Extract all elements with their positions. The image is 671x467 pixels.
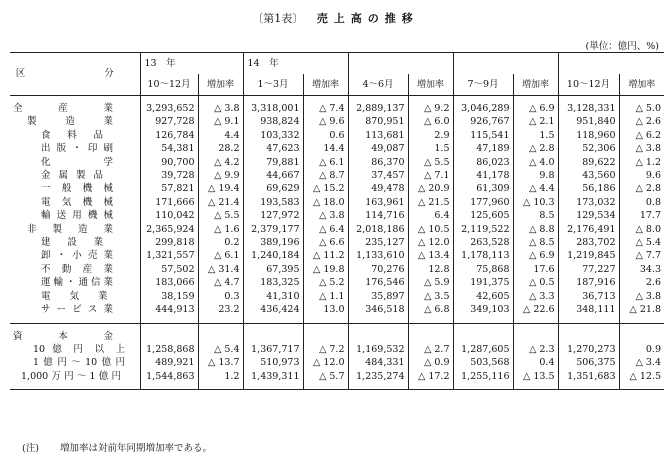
rate-cell: 0.3	[198, 290, 243, 303]
value-cell: 436,424	[243, 303, 303, 316]
value-cell: 183,066	[140, 276, 198, 289]
rate-cell: △ 2.1	[513, 115, 558, 128]
value-cell: 1,439,311	[243, 370, 303, 383]
value-cell: 1,351,683	[558, 370, 619, 383]
rate-cell: △ 5.5	[198, 209, 243, 222]
header-period-3: 7〜9月	[453, 74, 513, 96]
value-cell: 389,196	[243, 236, 303, 249]
header-category: 区 分	[10, 53, 140, 96]
rate-cell: △ 2.3	[513, 343, 558, 356]
table-row	[10, 249, 664, 262]
rate-cell: △ 6.4	[303, 223, 348, 236]
row-label	[10, 263, 140, 276]
rate-cell: △ 1.6	[198, 223, 243, 236]
table-caption: 売上高の推移	[316, 12, 419, 25]
rate-cell: △ 21.4	[198, 196, 243, 209]
row-label	[10, 356, 140, 369]
rate-cell: 0.2	[198, 236, 243, 249]
value-cell: 57,502	[140, 263, 198, 276]
rate-cell: △ 5.2	[303, 276, 348, 289]
rate-cell: 9.8	[513, 169, 558, 182]
row-label-text: 製 造 業	[27, 116, 113, 128]
row-label	[10, 182, 140, 195]
rate-cell: 0.4	[513, 356, 558, 369]
table-row	[10, 156, 664, 169]
industry-section	[10, 96, 664, 324]
rate-cell: △ 6.6	[303, 236, 348, 249]
row-label	[10, 236, 140, 249]
value-cell: 118,960	[558, 129, 619, 142]
value-cell: 52,306	[558, 142, 619, 155]
value-cell: 103,332	[243, 129, 303, 142]
header-rate-0: 増加率	[198, 74, 243, 96]
rate-cell: △ 13.4	[408, 249, 453, 262]
rate-cell: △ 19.8	[303, 263, 348, 276]
row-label	[10, 249, 140, 262]
value-cell: 489,921	[140, 356, 198, 369]
header-rate-3: 増加率	[513, 74, 558, 96]
value-cell: 484,331	[348, 356, 408, 369]
value-cell: 56,186	[558, 182, 619, 195]
capital-header: 資 本 金	[13, 330, 113, 342]
value-cell: 2,365,924	[140, 223, 198, 236]
value-cell: 299,818	[140, 236, 198, 249]
rate-cell: △ 12.5	[619, 370, 664, 383]
rate-cell: 13.0	[303, 303, 348, 316]
value-cell: 67,395	[243, 263, 303, 276]
row-label-text: 非 製 造 業	[27, 223, 113, 235]
rate-cell: △ 13.7	[198, 356, 243, 369]
rate-cell: 0.6	[303, 129, 348, 142]
rate-cell: 0.8	[619, 196, 664, 209]
value-cell: 177,960	[453, 196, 513, 209]
header-period-1-year: 14 年	[243, 53, 348, 75]
unit-label: (単位：億円、%)	[585, 41, 659, 52]
rate-cell: △ 2.6	[619, 115, 664, 128]
row-label-text: 10 億 円 以 上	[33, 343, 125, 355]
header-rate-4: 増加率	[619, 74, 664, 96]
rate-cell: △ 5.7	[303, 370, 348, 383]
value-cell: 75,868	[453, 263, 513, 276]
rate-cell: △ 6.1	[303, 156, 348, 169]
row-label-text: 金属製品	[41, 170, 103, 182]
header-period-1: 1〜3月	[243, 74, 303, 96]
row-label-text: 食 料 品	[41, 129, 103, 141]
rate-cell: △ 11.2	[303, 249, 348, 262]
table-row	[10, 236, 664, 249]
value-cell: 70,276	[348, 263, 408, 276]
value-cell: 37,457	[348, 169, 408, 182]
value-cell: 1,169,532	[348, 343, 408, 356]
rate-cell: △ 10.5	[408, 223, 453, 236]
rate-cell: △ 7.1	[408, 169, 453, 182]
value-cell: 1,178,113	[453, 249, 513, 262]
header-rate-2: 増加率	[408, 74, 453, 96]
value-cell: 125,605	[453, 209, 513, 222]
table-row	[10, 102, 664, 115]
value-cell: 3,128,331	[558, 102, 619, 115]
value-cell: 163,961	[348, 196, 408, 209]
rate-cell: 34.3	[619, 263, 664, 276]
value-cell: 49,087	[348, 142, 408, 155]
rate-cell: 1.5	[513, 129, 558, 142]
rate-cell: △ 0.5	[513, 276, 558, 289]
value-cell: 187,916	[558, 276, 619, 289]
value-cell: 47,189	[453, 142, 513, 155]
rate-cell: △ 6.0	[408, 115, 453, 128]
rate-cell: △ 9.6	[303, 115, 348, 128]
rate-cell: △ 3.8	[619, 290, 664, 303]
table-row	[10, 343, 664, 356]
rate-cell: 14.4	[303, 142, 348, 155]
value-cell: 283,702	[558, 236, 619, 249]
value-cell: 77,227	[558, 263, 619, 276]
value-cell: 938,824	[243, 115, 303, 128]
row-label-text: 電 気 業	[41, 290, 108, 302]
footnote-text: 増加率は対前年同期増加率である。	[59, 443, 212, 454]
value-cell: 510,973	[243, 356, 303, 369]
value-cell: 57,821	[140, 182, 198, 195]
value-cell: 171,666	[140, 196, 198, 209]
rate-cell: △ 2.8	[513, 142, 558, 155]
rate-cell: △ 5.4	[619, 236, 664, 249]
value-cell: 506,375	[558, 356, 619, 369]
rate-cell: △ 9.9	[198, 169, 243, 182]
rate-cell: △ 13.5	[513, 370, 558, 383]
table-row	[10, 115, 664, 128]
rate-cell: △ 9.1	[198, 115, 243, 128]
rate-cell: △ 10.3	[513, 196, 558, 209]
value-cell: 926,767	[453, 115, 513, 128]
rate-cell: △ 7.4	[303, 102, 348, 115]
value-cell: 2,889,137	[348, 102, 408, 115]
value-cell: 47,623	[243, 142, 303, 155]
footnote	[22, 440, 212, 454]
value-cell: 3,293,652	[140, 102, 198, 115]
value-cell: 235,127	[348, 236, 408, 249]
header-period-4: 10〜12月	[558, 74, 619, 96]
row-label-text: 卸・小売業	[41, 250, 113, 262]
rate-cell: 12.8	[408, 263, 453, 276]
value-cell: 54,381	[140, 142, 198, 155]
table-row	[10, 223, 664, 236]
value-cell: 35,897	[348, 290, 408, 303]
value-cell: 2,379,177	[243, 223, 303, 236]
rate-cell: △ 15.2	[303, 182, 348, 195]
value-cell: 870,951	[348, 115, 408, 128]
row-label-text: 一般機械	[41, 183, 113, 195]
rate-cell: 8.5	[513, 209, 558, 222]
row-label	[10, 156, 140, 169]
value-cell: 444,913	[140, 303, 198, 316]
row-label	[10, 115, 140, 128]
table-row	[10, 370, 664, 383]
row-label-text: 運輸・通信業	[41, 277, 113, 289]
value-cell: 346,518	[348, 303, 408, 316]
rate-cell: △ 18.0	[303, 196, 348, 209]
row-label-text: 建 設 業	[41, 237, 103, 249]
rate-cell: 2.6	[619, 276, 664, 289]
table-number: 〔第1表〕	[252, 12, 304, 25]
rate-cell: △ 17.2	[408, 370, 453, 383]
value-cell: 43,560	[558, 169, 619, 182]
rate-cell: △ 5.0	[619, 102, 664, 115]
value-cell: 2,018,186	[348, 223, 408, 236]
rate-cell: △ 4.2	[198, 156, 243, 169]
value-cell: 1,270,273	[558, 343, 619, 356]
header-period-2: 4〜6月	[348, 74, 408, 96]
row-label	[10, 129, 140, 142]
value-cell: 90,700	[140, 156, 198, 169]
rate-cell: △ 5.9	[408, 276, 453, 289]
value-cell: 263,528	[453, 236, 513, 249]
rate-cell: △ 6.2	[619, 129, 664, 142]
value-cell: 2,176,491	[558, 223, 619, 236]
row-label	[10, 102, 140, 115]
header-row	[10, 53, 664, 75]
row-label	[10, 303, 140, 316]
rate-cell: △ 8.0	[619, 223, 664, 236]
rate-cell: △ 20.9	[408, 182, 453, 195]
row-label-text: 1億円〜10億円	[33, 357, 125, 369]
value-cell: 44,667	[243, 169, 303, 182]
rate-cell: △ 0.9	[408, 356, 453, 369]
capital-section	[10, 323, 664, 390]
row-label-text: 出版・印刷	[41, 143, 113, 155]
rate-cell: 1.2	[198, 370, 243, 383]
table-row	[10, 196, 664, 209]
table-row	[10, 290, 664, 303]
value-cell: 114,716	[348, 209, 408, 222]
rate-cell: △ 1.2	[619, 156, 664, 169]
rate-cell: △ 6.9	[513, 102, 558, 115]
rate-cell: △ 3.8	[303, 209, 348, 222]
table-row	[10, 303, 664, 316]
rate-cell: 4.4	[198, 129, 243, 142]
table-row	[10, 356, 664, 369]
rate-cell: 0.9	[619, 343, 664, 356]
rate-cell: △ 12.0	[303, 356, 348, 369]
rate-cell: △ 31.4	[198, 263, 243, 276]
value-cell: 86,023	[453, 156, 513, 169]
value-cell: 1,219,845	[558, 249, 619, 262]
rate-cell: 28.2	[198, 142, 243, 155]
header-rate-1: 増加率	[303, 74, 348, 96]
row-label	[10, 290, 140, 303]
value-cell: 1,240,184	[243, 249, 303, 262]
table-row	[10, 182, 664, 195]
rate-cell: △ 21.8	[619, 303, 664, 316]
value-cell: 1,544,863	[140, 370, 198, 383]
value-cell: 349,103	[453, 303, 513, 316]
rate-cell: △ 1.1	[303, 290, 348, 303]
rate-cell: △ 4.4	[513, 182, 558, 195]
header-period-0: 10〜12月	[140, 74, 198, 96]
rate-cell: △ 8.5	[513, 236, 558, 249]
row-label	[10, 196, 140, 209]
value-cell: 348,111	[558, 303, 619, 316]
capital-header-row	[10, 330, 664, 343]
rate-cell: △ 9.2	[408, 102, 453, 115]
row-label-text: 1,000万円〜1億円	[21, 370, 121, 382]
rate-cell: △ 7.7	[619, 249, 664, 262]
rate-cell: △ 21.5	[408, 196, 453, 209]
header-period-0-year: 13 年	[140, 53, 243, 75]
row-label	[10, 370, 140, 383]
row-label	[10, 209, 140, 222]
value-cell: 3,046,289	[453, 102, 513, 115]
value-cell: 61,309	[453, 182, 513, 195]
value-cell: 129,534	[558, 209, 619, 222]
row-label-text: 不動産業	[41, 263, 113, 275]
table-row	[10, 209, 664, 222]
table-row	[10, 142, 664, 155]
value-cell: 1,321,557	[140, 249, 198, 262]
row-label-text: 化 学	[41, 156, 113, 168]
rate-cell: 2.9	[408, 129, 453, 142]
value-cell: 1,367,717	[243, 343, 303, 356]
rate-cell: △ 3.3	[513, 290, 558, 303]
value-cell: 503,568	[453, 356, 513, 369]
row-label	[10, 223, 140, 236]
value-cell: 193,583	[243, 196, 303, 209]
value-cell: 176,546	[348, 276, 408, 289]
rate-cell: △ 2.8	[619, 182, 664, 195]
rate-cell: 1.5	[408, 142, 453, 155]
table-title	[0, 10, 671, 26]
value-cell: 69,629	[243, 182, 303, 195]
rate-cell: △ 4.7	[198, 276, 243, 289]
value-cell: 173,032	[558, 196, 619, 209]
rate-cell: △ 7.2	[303, 343, 348, 356]
rate-cell: △ 6.1	[198, 249, 243, 262]
row-label	[10, 142, 140, 155]
row-label-text: 電気機械	[41, 196, 113, 208]
table-row	[10, 263, 664, 276]
rate-cell: △ 3.8	[198, 102, 243, 115]
value-cell: 1,258,868	[140, 343, 198, 356]
row-label	[10, 343, 140, 356]
value-cell: 951,840	[558, 115, 619, 128]
value-cell: 127,972	[243, 209, 303, 222]
rate-cell: △ 3.5	[408, 290, 453, 303]
value-cell: 41,310	[243, 290, 303, 303]
footnote-mark: (注)	[22, 443, 39, 454]
value-cell: 89,622	[558, 156, 619, 169]
table-row	[10, 276, 664, 289]
value-cell: 86,370	[348, 156, 408, 169]
value-cell: 3,318,001	[243, 102, 303, 115]
value-cell: 49,478	[348, 182, 408, 195]
value-cell: 126,784	[140, 129, 198, 142]
row-label-text: 輸送用機械	[41, 210, 113, 222]
rate-cell: △ 19.4	[198, 182, 243, 195]
value-cell: 36,713	[558, 290, 619, 303]
rate-cell: 23.2	[198, 303, 243, 316]
spacer-row	[10, 383, 664, 390]
value-cell: 191,375	[453, 276, 513, 289]
value-cell: 115,541	[453, 129, 513, 142]
rate-cell: △ 3.4	[619, 356, 664, 369]
value-cell: 183,325	[243, 276, 303, 289]
table-row	[10, 169, 664, 182]
table-row	[10, 129, 664, 142]
value-cell: 110,042	[140, 209, 198, 222]
sales-table	[10, 52, 664, 390]
rate-cell: △ 6.9	[513, 249, 558, 262]
rate-cell: △ 8.8	[513, 223, 558, 236]
row-label-text: サービス業	[41, 304, 113, 316]
rate-cell: △ 4.0	[513, 156, 558, 169]
rate-cell: △ 3.8	[619, 142, 664, 155]
value-cell: 39,728	[140, 169, 198, 182]
rate-cell: △ 12.0	[408, 236, 453, 249]
value-cell: 1,287,605	[453, 343, 513, 356]
value-cell: 1,235,274	[348, 370, 408, 383]
value-cell: 38,159	[140, 290, 198, 303]
value-cell: 1,133,610	[348, 249, 408, 262]
rate-cell: △ 5.4	[198, 343, 243, 356]
value-cell: 2,119,522	[453, 223, 513, 236]
value-cell: 113,681	[348, 129, 408, 142]
rate-cell: △ 2.7	[408, 343, 453, 356]
row-label-text: 全 産 業	[13, 103, 113, 114]
rate-cell: 6.4	[408, 209, 453, 222]
rate-cell: △ 8.7	[303, 169, 348, 182]
row-label	[10, 169, 140, 182]
value-cell: 927,728	[140, 115, 198, 128]
row-label	[10, 276, 140, 289]
rate-cell: △ 6.8	[408, 303, 453, 316]
value-cell: 42,605	[453, 290, 513, 303]
value-cell: 79,881	[243, 156, 303, 169]
rate-cell: △ 22.6	[513, 303, 558, 316]
rate-cell: 17.7	[619, 209, 664, 222]
rate-cell: 9.6	[619, 169, 664, 182]
rate-cell: △ 5.5	[408, 156, 453, 169]
value-cell: 41,178	[453, 169, 513, 182]
rate-cell: 17.6	[513, 263, 558, 276]
value-cell: 1,255,116	[453, 370, 513, 383]
